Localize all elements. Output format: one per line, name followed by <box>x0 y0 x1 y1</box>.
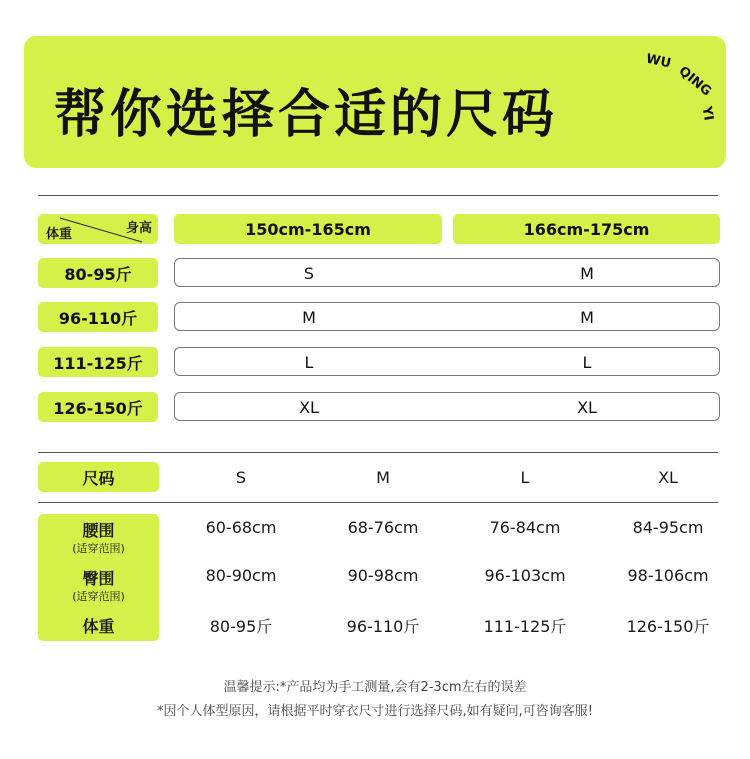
waist-label: 腰围 <box>82 521 115 540</box>
page-title: 帮你选择合适的尺码 <box>54 85 559 145</box>
table-cell: 80-90cm <box>205 566 277 585</box>
size-cell: M <box>580 308 594 327</box>
brand-word: WU <box>644 51 673 72</box>
table-cell: 126-150斤 <box>626 617 710 636</box>
table-row <box>174 392 720 421</box>
measurement-label-column <box>38 514 159 641</box>
brand-word: QING <box>675 63 714 100</box>
table-cell: 111-125斤 <box>483 617 567 636</box>
weight-axis-label: 体重 <box>46 227 73 242</box>
size-header: S <box>235 468 247 487</box>
size-header: XL <box>658 468 678 487</box>
hip-sublabel: (适穿范围) <box>72 590 125 603</box>
table-cell: 76-84cm <box>489 518 561 537</box>
size-cell: M <box>302 308 316 327</box>
table-cell: 68-76cm <box>347 518 419 537</box>
divider <box>38 452 718 453</box>
table-row <box>174 347 720 376</box>
size-header: L <box>520 468 530 487</box>
size-cell: L <box>304 353 314 372</box>
weight-row-label: 体重 <box>82 617 115 636</box>
title-banner <box>24 36 726 168</box>
size-cell: XL <box>299 398 319 417</box>
hip-label: 臀围 <box>82 569 115 588</box>
brand-word: YI <box>698 105 716 122</box>
weight-label: 111-125斤 <box>38 347 158 377</box>
table-row <box>174 302 720 331</box>
table-corner-header <box>38 214 158 244</box>
divider <box>38 195 718 196</box>
size-cell: S <box>303 264 315 283</box>
table-cell: 96-110斤 <box>346 617 420 636</box>
weight-label: 96-110斤 <box>38 302 158 332</box>
table-row <box>174 258 720 287</box>
size-header: M <box>376 468 390 487</box>
table-cell: 98-106cm <box>627 566 709 585</box>
table-cell: 84-95cm <box>632 518 704 537</box>
table-cell: 60-68cm <box>205 518 277 537</box>
table-cell: 96-103cm <box>484 566 566 585</box>
table-cell: 80-95斤 <box>209 617 273 636</box>
size-cell: L <box>582 353 592 372</box>
divider <box>38 502 718 503</box>
size-cell: M <box>580 264 594 283</box>
measurement-note: 温馨提示:*产品均为手工测量,会有2-3cm左右的误差 <box>223 680 527 695</box>
size-column-header: 尺码 <box>38 462 159 492</box>
height-header-2: 166cm-175cm <box>453 214 720 244</box>
weight-label: 126-150斤 <box>38 392 158 422</box>
table-cell: 90-98cm <box>347 566 419 585</box>
weight-label: 80-95斤 <box>38 258 158 288</box>
size-advice-note: *因个人体型原因，请根据平时穿衣尺寸进行选择尺码,如有疑问,可咨询客服! <box>157 704 593 719</box>
waist-sublabel: (适穿范围) <box>72 542 125 555</box>
height-header-1: 150cm-165cm <box>174 214 442 244</box>
height-axis-label: 身高 <box>125 221 152 236</box>
size-cell: XL <box>577 398 597 417</box>
